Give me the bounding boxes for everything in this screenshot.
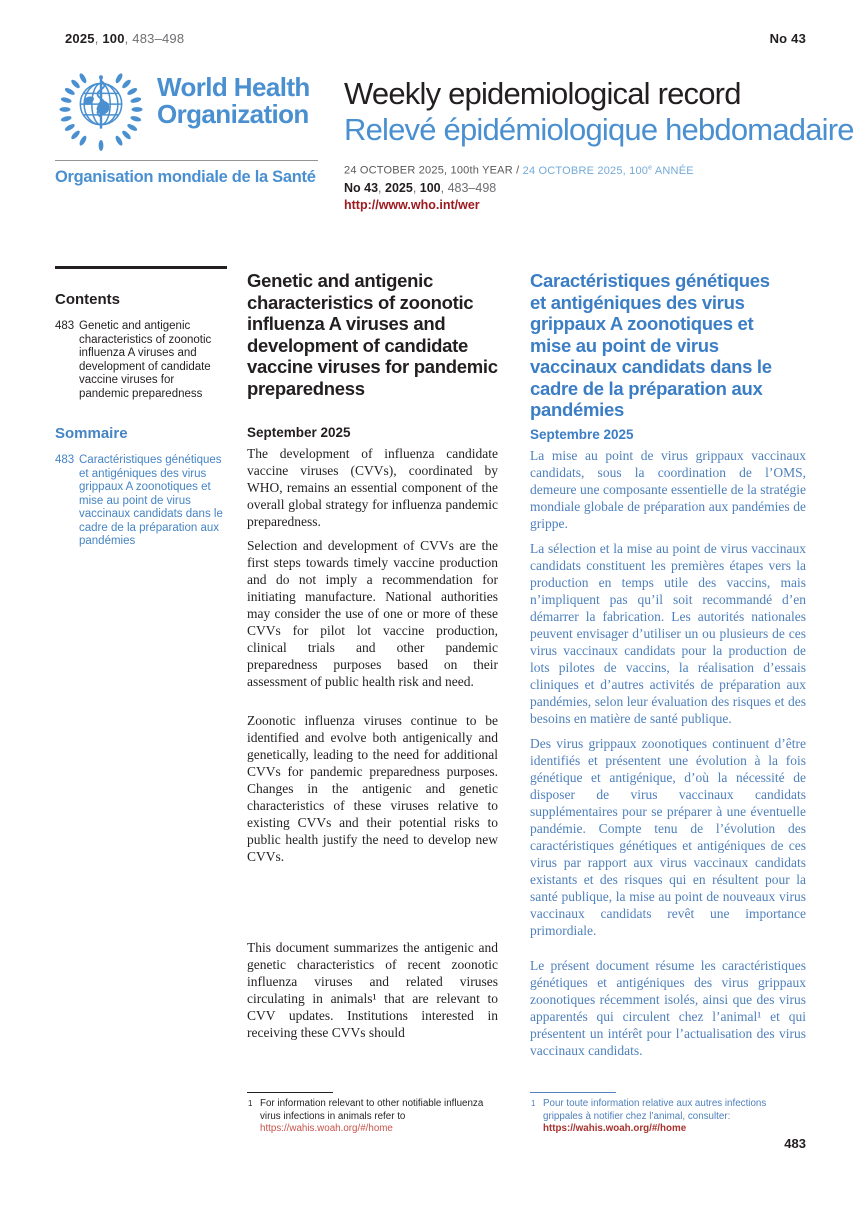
sommaire-item-text: Caractéristiques génétiques et antigéniques des virus grippaux A zoonotiques et mise au point de virus vaccinaux candidats dans le cadre de la préparation aux pandémies: [79, 454, 223, 547]
wer-url-link[interactable]: http://www.who.int/wer: [344, 197, 480, 212]
sommaire-title: Sommaire: [55, 425, 128, 442]
paragraph-en: Zoonotic influenza viruses continue to be identified and evolve both antigenically and genetically, leading to the need for additional CVVs for pandemic preparedness purposes. Changes in the antigenic and genetic characteristics of these viruses relative to existing CVVs and their potential risks to public health justify the need to develop new CVVs.: [247, 713, 498, 864]
footnote-body-fr: [530, 1098, 806, 1136]
footnote-rule-fr: [530, 1092, 616, 1093]
article-heading-en: Genetic and antigenic characteristics of zoonotic influenza A viruses and development of candidate vaccine viruses for pandemic preparedness: [247, 270, 498, 399]
contents-item-text: Genetic and antigenic characteristics of zoonotic influenza A viruses and development of candidate vaccine viruses for pandemic preparedness: [79, 320, 212, 400]
article-body-en: [247, 445, 498, 1041]
sommaire-item-page: 483: [55, 454, 75, 466]
article-heading-fr: Caractéristiques génétiques et antigéniques des virus grippaux A zoonotiques et mise au point de virus vaccinaux candidats dans le cadre de la préparation aux pandémies: [530, 270, 772, 420]
footnote-marker-en: 1: [248, 1099, 253, 1108]
issue-date-line: [344, 164, 812, 177]
article-column-fr: [530, 270, 806, 1067]
header-issue-number: No 43: [769, 31, 806, 46]
paragraph-en: Selection and development of CVVs are the first steps towards timely vaccine production and do not imply a recommendation for initiating manufacture. National authorities may consider the use of one or more of these CVVs for pilot lot vaccine production, clinical trials and other pandemic preparedness purposes based on their assessment of public health risk and need.: [247, 538, 498, 689]
contents-item-page: 483: [55, 320, 75, 332]
header-pages: 483–498: [132, 31, 185, 46]
continents: [84, 96, 110, 114]
contents-item: [55, 320, 227, 401]
article-date-en: September 2025: [247, 425, 351, 440]
sidebar-rule: [55, 266, 227, 269]
contents-list: [55, 320, 227, 401]
article-column-en: [247, 270, 498, 1049]
paragraph-en: This document summarizes the antigenic and genetic characteristics of recent zoonotic influenza viruses and related viruses circulating in animals¹ that are relevant to CVV updates. Institutions interested in receiving these CVVs should: [247, 940, 498, 1040]
footnote-fr: [530, 1092, 806, 1136]
header-volume: 100: [102, 31, 125, 46]
footnote-text-en: For information relevant to other notifiable influenza virus infections in animals refer to: [260, 1098, 484, 1122]
sommaire-item: [55, 454, 227, 549]
sidebar: [55, 266, 227, 549]
journal-title-fr: Relevé épidémiologique hebdomadaire: [344, 112, 854, 147]
paragraph-fr: La sélection et la mise au point de virus vaccinaux candidats constituent les premières étapes vers la production en temps utile des vaccins, mais n’impliquent pas qu’il soit recommandé d’en démarrer la fabrication. Les autorités nationales peuvent envisager d’utiliser un ou plusieurs de ces virus vaccinaux candidats pour la production de lots pilotes de vaccins, la réalisation d’essais cliniques et d’autres activités de préparation aux pandémies, selon leur évaluation des risques et des besoins en matière de santé publique.: [530, 540, 806, 726]
footnote-body-en: [247, 1098, 498, 1136]
article-body-fr: [530, 447, 806, 1059]
issue-date-en: 24 OCTOBER 2025, 100th YEAR /: [344, 164, 523, 177]
header-year: 2025: [65, 31, 95, 46]
issue-citation-line: No 43, 2025, 100, 483–498: [344, 180, 497, 195]
article-date-fr: Septembre 2025: [530, 426, 634, 442]
issue-date-fr: 24 OCTOBRE 2025, 100e ANNÉE: [522, 164, 694, 177]
paragraph-en: The development of influenza candidate vaccine viruses (CVVs), coordinated by WHO, remains an essential component of the overall global strategy for influenza pandemic preparedness.: [247, 446, 498, 529]
who-name-fr: Organisation mondiale de la Santé: [55, 168, 316, 186]
footnote-link-fr[interactable]: https://wahis.woah.org/#/home: [543, 1123, 687, 1134]
page-number: 483: [784, 1136, 806, 1151]
footnote-text-fr: Pour toute information relative aux autres infections grippales à notifier chez l’animal, consulter:: [543, 1098, 767, 1122]
paragraph-fr: La mise au point de virus grippaux vaccinaux candidats, sous la coordination de l’OMS, demeure une composante essentielle de la stratégie mondiale globale de préparation aux pandémies de grippe.: [530, 447, 806, 531]
who-masthead: [55, 60, 318, 187]
running-header: [65, 31, 806, 46]
sommaire-list: [55, 454, 227, 549]
journal-masthead: [344, 76, 854, 214]
who-logo-icon: [55, 65, 147, 157]
masthead-divider: [55, 160, 318, 161]
paragraph-fr: Des virus grippaux zoonotiques continuent d’être identifiés et présentent une évolution à la fois génétique et antigénique, d’où la nécessité de disposer de virus vaccinaux candidats supplémentaires pour se préparer à une éventuelle pandémie. Compte tenu de l’évolution des caractéristiques génétiques et antigéniques de ces virus par rapport aux virus vaccinaux candidats existants et des risques qui en résultent pour la santé publique, la mise au point de nouveaux virus vaccinaux candidats revêt une importance primordiale.: [530, 735, 806, 938]
footnote-marker-fr: 1: [531, 1099, 536, 1108]
paragraph-fr: Le présent document résume les caractéristiques génétiques et antigéniques des virus grippaux zoonotiques récemment isolés, ainsi que des virus apparentés qui circulent chez l’animal¹ et qui présentent un intérêt pour l’actualisation des virus vaccinaux candidats.: [530, 957, 806, 1058]
journal-title-en: Weekly epidemiological record: [344, 76, 741, 111]
contents-title: Contents: [55, 291, 120, 308]
footnote-en: [247, 1092, 498, 1136]
footnote-link-en[interactable]: https://wahis.woah.org/#/home: [260, 1123, 393, 1134]
who-name-en: World Health Organization: [157, 72, 310, 129]
footnote-rule-en: [247, 1092, 333, 1093]
header-citation: 2025, 100, 483–498: [65, 31, 185, 46]
